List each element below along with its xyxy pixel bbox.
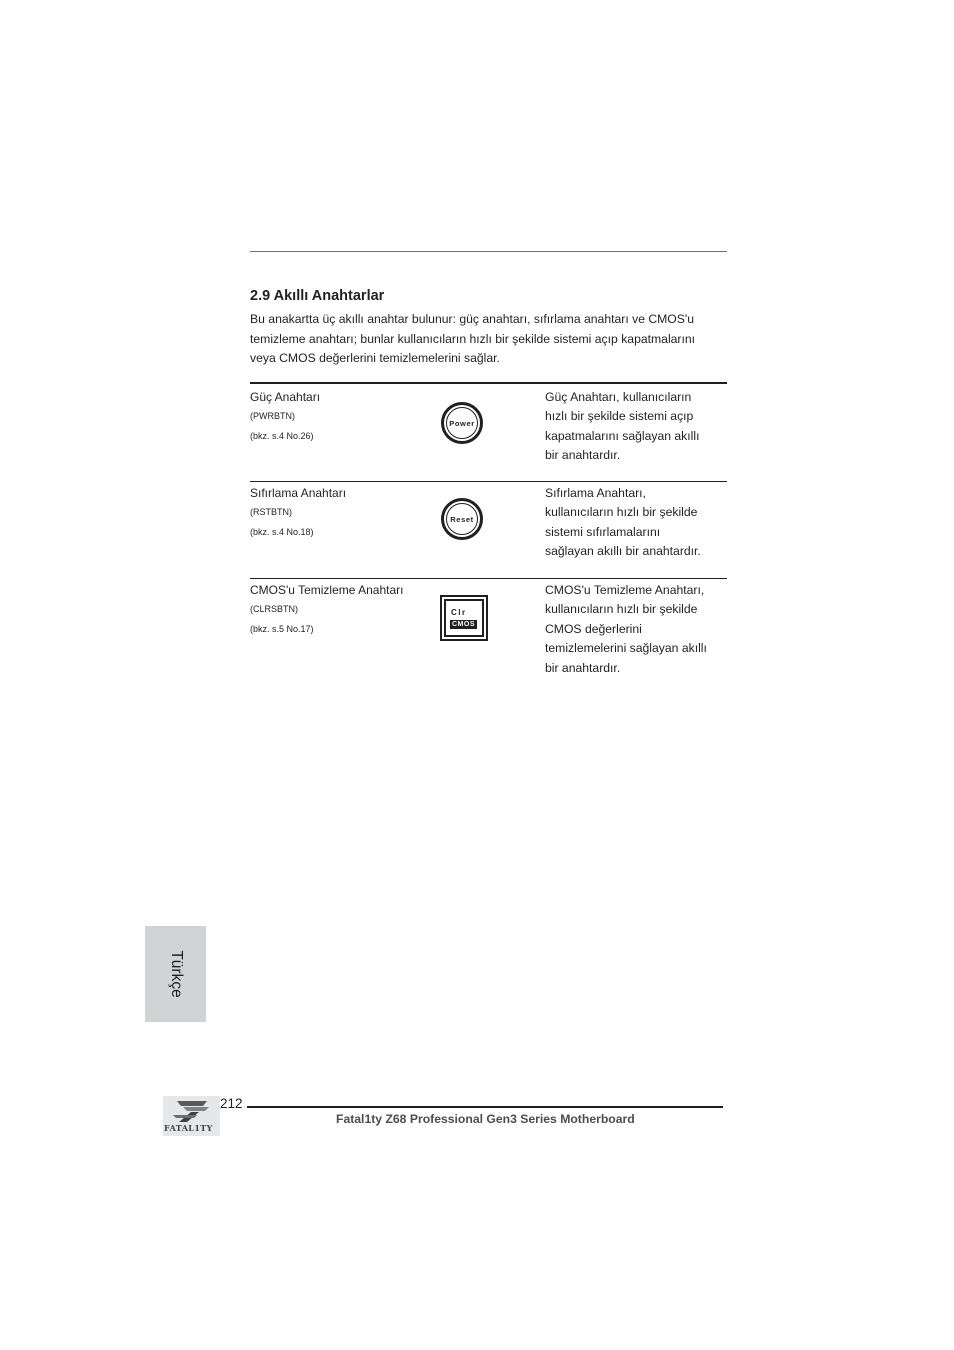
description-line: kapatmalarını sağlayan akıllı: [545, 428, 700, 443]
intro-line: Bu anakartta üç akıllı anahtar bulunur: güç anahtarı, sıfırlama anahtarı ve CMOS'u: [250, 312, 695, 326]
switch-ref: (bkz. s.4 No.26): [250, 431, 314, 441]
table-top-rule: [250, 382, 727, 384]
clear-cmos-label-bottom: CMOS: [452, 621, 475, 628]
switch-code: (CLRSBTN): [250, 604, 299, 614]
description-line: CMOS'u Temizleme Anahtarı,: [545, 583, 705, 597]
language-label: Türkçe: [167, 950, 185, 998]
switch-name: CMOS'u Temizleme Anahtarı: [250, 583, 404, 597]
description-line: bir anahtardır.: [545, 448, 621, 463]
description-line: hızlı bir şekilde sistemi açıp: [545, 409, 694, 424]
description-line: Güç Anahtarı, kullanıcıların: [545, 390, 692, 404]
fatal1ty-logo-text: FATAL1TY: [164, 1123, 213, 1133]
reset-button-label: Reset: [446, 503, 478, 535]
description-line: Sıfırlama Anahtarı,: [545, 486, 646, 500]
clear-cmos-label-top: Clr: [451, 608, 467, 617]
switch-code: (PWRBTN): [250, 411, 295, 421]
power-button-label: Power: [446, 407, 478, 439]
section-intro: [250, 310, 728, 369]
row-rule: [250, 481, 727, 482]
switch-description: [545, 581, 730, 678]
intro-line: temizleme anahtarı; bunlar kullanıcıların hızlı bir şekilde sistemi açıp kapatmalarını: [250, 331, 696, 346]
page-number: 212: [220, 1096, 243, 1111]
fatal1ty-logo: [163, 1096, 220, 1136]
section-title: 2.9 Akıllı Anahtarlar: [250, 288, 385, 304]
switch-name: Güç Anahtarı: [250, 390, 321, 404]
clear-cmos-button-icon: [440, 595, 488, 641]
footer-rule: [247, 1106, 723, 1108]
description-line: kullanıcıların hızlı bir şekilde: [545, 505, 698, 520]
footer-title: Fatal1ty Z68 Professional Gen3 Series Motherboard: [336, 1112, 635, 1126]
switch-description: [545, 388, 730, 466]
description-line: CMOS değerlerini: [545, 621, 642, 636]
description-line: temizlemelerini sağlayan akıllı: [545, 641, 707, 656]
switch-code: (RSTBTN): [250, 507, 292, 517]
switch-ref: (bkz. s.4 No.18): [250, 527, 314, 537]
language-tab: [145, 926, 206, 1022]
description-line: bir anahtardır.: [545, 660, 621, 675]
description-line: kullanıcıların hızlı bir şekilde: [545, 602, 698, 617]
switch-name: Sıfırlama Anahtarı: [250, 486, 347, 500]
power-button-icon: [441, 402, 483, 444]
switch-description: [545, 484, 730, 562]
description-line: sistemi sıfırlamalarını: [545, 524, 661, 539]
reset-button-icon: [441, 498, 483, 540]
top-rule: [250, 251, 727, 252]
description-line: sağlayan akıllı bir anahtardır.: [545, 544, 701, 559]
row-rule: [250, 578, 727, 579]
switch-ref: (bkz. s.5 No.17): [250, 624, 314, 634]
intro-line: veya CMOS değerlerini temizlemelerini sağlar.: [250, 351, 500, 365]
